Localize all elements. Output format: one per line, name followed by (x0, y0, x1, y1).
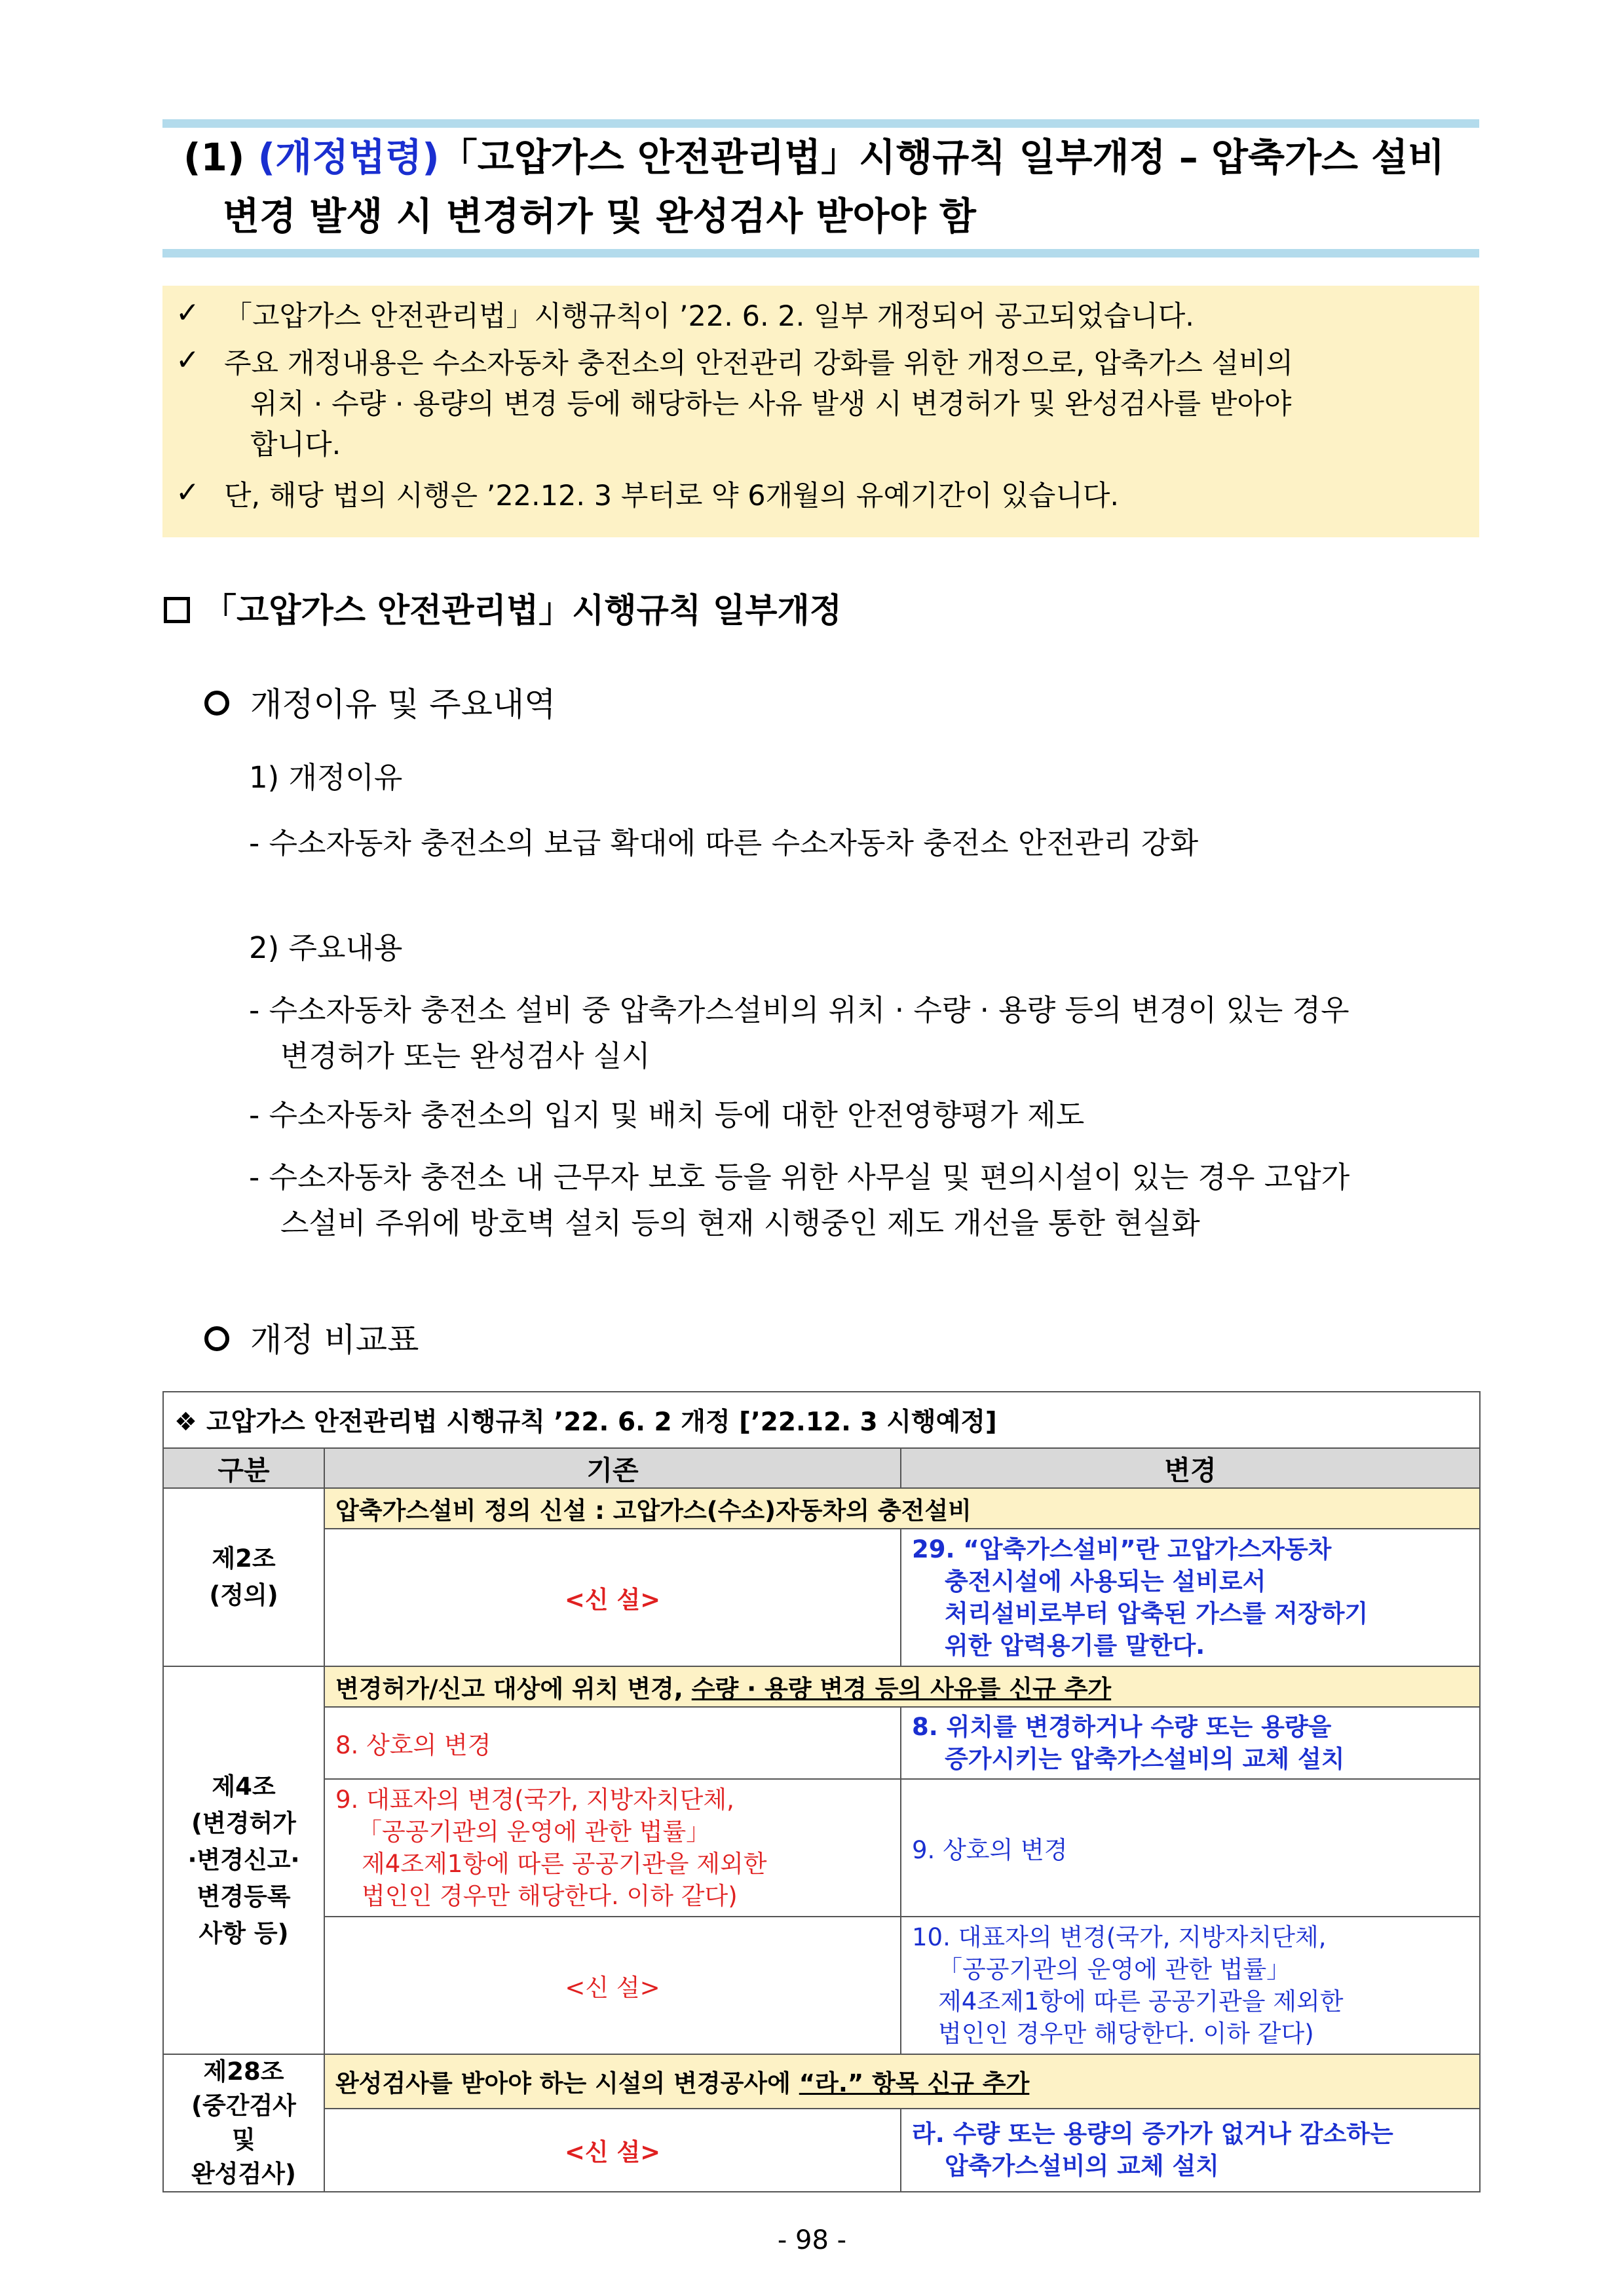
main-title: 2) 주요내용 (249, 930, 403, 965)
article-2-label (163, 1488, 324, 1666)
comparison-table (162, 1391, 1481, 2192)
article-4-old-9 (324, 1779, 901, 1917)
new-mark: <신 설> (324, 1917, 901, 2054)
diamond-bullet-icon: ❖ (174, 1407, 197, 1437)
cell-line: 법인인 경우만 해당한다. 이하 같다) (938, 2019, 1314, 2048)
check-icon: ✓ (176, 343, 200, 377)
check-icon: ✓ (176, 296, 200, 330)
summary-line: 단, 해당 법의 시행은 ’22.12. 3 부터로 약 6개월의 유예기간이 있습니다. (224, 480, 1120, 512)
summary-box (162, 286, 1479, 537)
reason-text: - 수소자동차 충전소의 보급 확대에 따른 수소자동차 충전소 안전관리 강화 (249, 826, 1199, 860)
title-top-rule (162, 119, 1479, 128)
article-label-line: 변경등록 (197, 1883, 291, 1911)
summary-line: 위치 · 수량 · 용량의 변경 등에 해당하는 사유 발생 시 변경허가 및 완성검사를 받아야 (250, 388, 1292, 421)
new-mark: <신 설> (324, 2109, 901, 2192)
table-caption-row (163, 1392, 1480, 1448)
subheading-text: 개정 비교표 (250, 1321, 419, 1359)
article-28-note (324, 2054, 1480, 2109)
main-item: - 수소자동차 충전소의 입지 및 배치 등에 대한 안전영향평가 제도 (249, 1098, 1085, 1132)
subheading-compare (204, 1314, 419, 1361)
new-mark: <신 설> (324, 1529, 901, 1666)
article-label-line: 제28조 (203, 2057, 284, 2086)
cell-line: 10. 대표자의 변경(국가, 지방자치단체, (912, 1923, 1327, 1951)
summary-line: 「고압가스 안전관리법」시행규칙이 ’22. 6. 2. 일부 개정되어 공고되었습니다. (224, 300, 1194, 333)
cell-line: 라. 수량 또는 용량의 증가가 없거나 감소하는 (912, 2120, 1393, 2149)
cell-line: 「공공기관의 운영에 관한 법률」 (938, 1955, 1291, 1983)
title-number: (1) (183, 135, 245, 180)
article-label-line: 제4조 (212, 1772, 276, 1801)
article-label-line: (중간검사 (191, 2092, 296, 2120)
article-label-line: 완성검사) (191, 2160, 296, 2188)
table-row (163, 1488, 1480, 1529)
header-category: 구분 (163, 1448, 324, 1488)
cell-line: 8. 위치를 변경하거나 수량 또는 용량을 (912, 1713, 1332, 1741)
article-4-label (163, 1666, 324, 2054)
circle-bullet-icon (204, 691, 229, 716)
main-item: - 수소자동차 충전소 내 근무자 보호 등을 위한 사무실 및 편의시설이 있는 경우 고압가 (249, 1160, 1350, 1195)
title-line-2: 변경 발생 시 변경허가 및 완성검사 받아야 함 (223, 194, 976, 239)
article-label-line: 사항 등) (198, 1919, 289, 1947)
table-row (163, 2109, 1480, 2192)
table-row (163, 1529, 1480, 1666)
main-item: - 수소자동차 충전소 설비 중 압축가스설비의 위치 · 수량 · 용량 등의 변경이 있는 경우 (249, 993, 1350, 1027)
check-icon: ✓ (176, 476, 200, 509)
cell-line: 「공공기관의 운영에 관한 법률」 (358, 1818, 711, 1846)
article-label-line: (정의) (209, 1581, 278, 1609)
section-heading (164, 583, 842, 632)
article-2-note: 압축가스설비 정의 신설 : 고압가스(수소)자동차의 충전설비 (324, 1488, 1480, 1529)
article-4-new-8 (901, 1707, 1480, 1779)
cell-line: 29. “압축가스설비”란 고압가스자동차 (912, 1535, 1332, 1563)
article-28-new (901, 2109, 1480, 2192)
title-line-1 (183, 131, 1445, 183)
circle-bullet-icon (204, 1326, 229, 1351)
cell-line: 9. 대표자의 변경(국가, 지방자치단체, (335, 1786, 734, 1814)
header-changed: 변경 (901, 1448, 1480, 1488)
subheading-reasons (204, 678, 556, 725)
table-caption-text: 고압가스 안전관리법 시행규칙 ’22. 6. 2 개정 [’22.12. 3 시행예정] (206, 1407, 997, 1437)
subheading-text: 개정이유 및 주요내역 (250, 685, 556, 723)
table-row (163, 1707, 1480, 1779)
article-2-new (901, 1529, 1480, 1666)
cell-line: 처리설비로부터 압축된 가스를 저장하기 (945, 1599, 1369, 1628)
title-text: 「고압가스 안전관리법」시행규칙 일부개정 – 압축가스 설비 (439, 135, 1445, 180)
table-row (163, 1779, 1480, 1917)
article-4-new-9: 9. 상호의 변경 (901, 1779, 1480, 1917)
main-item-cont: 변경허가 또는 완성검사 실시 (280, 1039, 651, 1073)
table-caption (163, 1392, 1480, 1448)
title-bottom-rule (162, 249, 1479, 258)
table-row (163, 1917, 1480, 2054)
cell-line: 제4조제1항에 따른 공공기관을 제외한 (938, 1987, 1344, 2016)
article-label-line: ·변경신고· (187, 1846, 300, 1874)
table-header-row (163, 1448, 1480, 1488)
title-tag: (개정법령) (257, 135, 440, 180)
article-label-line: (변경허가 (191, 1809, 296, 1837)
header-existing: 기존 (324, 1448, 901, 1488)
summary-line: 합니다. (250, 429, 341, 461)
cell-line: 충전시설에 사용되는 설비로서 (945, 1567, 1266, 1596)
article-label-line: 및 (232, 2126, 255, 2154)
article-4-note (324, 1666, 1480, 1707)
table-row (163, 1666, 1480, 1707)
section-heading-text: 「고압가스 안전관리법」시행규칙 일부개정 (203, 592, 842, 630)
main-item-cont: 스설비 주위에 방호벽 설치 등의 현재 시행중인 제도 개선을 통한 현실화 (280, 1206, 1200, 1240)
checkbox-square-icon (164, 597, 190, 623)
cell-line: 제4조제1항에 따른 공공기관을 제외한 (362, 1850, 767, 1878)
note-text-underlined: 수량 · 용량 변경 등의 사유를 신규 추가 (691, 1675, 1112, 1703)
table-row (163, 2054, 1480, 2109)
note-text: 완성검사를 받아야 하는 시설의 변경공사에 (335, 2069, 799, 2098)
cell-line: 위한 압력용기를 말한다. (945, 1632, 1205, 1660)
article-label-line: 제2조 (212, 1544, 276, 1573)
cell-line: 증가시키는 압축가스설비의 교체 설치 (945, 1745, 1345, 1773)
article-4-new-10 (901, 1917, 1480, 2054)
cell-line: 법인인 경우만 해당한다. 이하 같다) (362, 1882, 738, 1910)
cell-line: 압축가스설비의 교체 설치 (945, 2152, 1219, 2181)
note-text-underlined: “라.” 항목 신규 추가 (799, 2069, 1030, 2098)
reason-title: 1) 개정이유 (249, 760, 403, 795)
summary-line: 주요 개정내용은 수소자동차 충전소의 안전관리 강화를 위한 개정으로, 압축가스 설비의 (224, 347, 1294, 380)
article-28-label (163, 2054, 324, 2192)
page-number: - 98 - (777, 2225, 847, 2255)
article-4-old-8: 8. 상호의 변경 (324, 1707, 901, 1779)
note-text: 변경허가/신고 대상에 위치 변경, (335, 1675, 692, 1703)
